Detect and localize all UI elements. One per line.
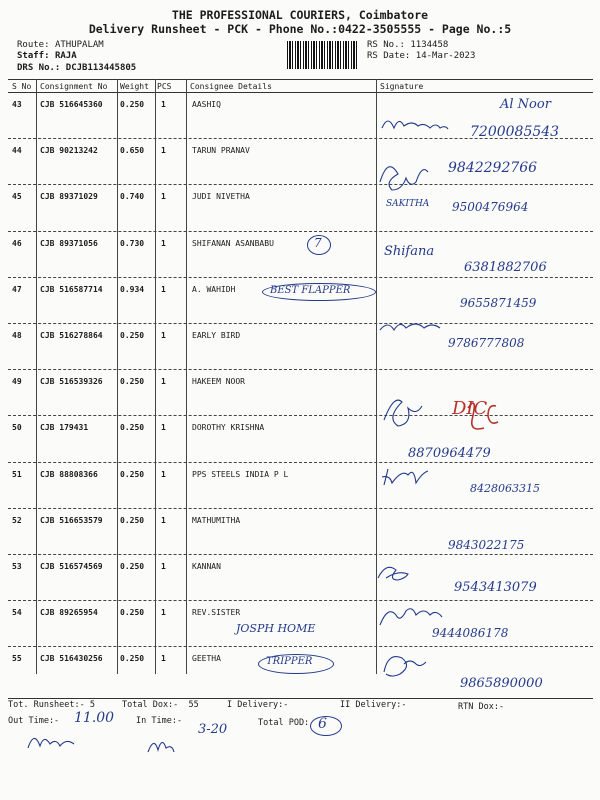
consignee-cell: EARLY BIRD: [192, 331, 241, 340]
out-time-label: Out Time:-: [8, 716, 60, 726]
phone-handwritten: 7200085543: [470, 124, 560, 140]
signature-text: Al Noor: [500, 97, 551, 112]
pcs-cell: 1: [161, 192, 166, 202]
consignment-cell: CJB 89371056: [40, 238, 98, 248]
weight-cell: 0.250: [120, 331, 145, 340]
i-delivery: I Delivery:-: [227, 700, 289, 710]
signature-scribble: [384, 657, 426, 676]
consignee-cell: AASHIQ: [192, 100, 221, 109]
weight-cell: 0.250: [120, 654, 145, 664]
signature-scribble: [382, 469, 428, 485]
total-pod-label: Total POD:: [258, 718, 310, 728]
consignee-cell: SHIFANAN ASANBABU: [192, 238, 274, 248]
red-ink-text: DIC: [452, 398, 488, 419]
sno-cell: 50: [12, 423, 22, 433]
consignee-cell: KANNAN: [192, 562, 221, 571]
tot-runsheet: Tot. Runsheet:- 5: [8, 700, 96, 710]
consignee-cell: MATHUMITHA: [192, 515, 241, 525]
signature-scribble: [384, 400, 422, 426]
signature-scribble: [380, 609, 442, 625]
note-text: JOSPH HOME: [236, 622, 316, 635]
total-pod-value: 6: [318, 716, 327, 732]
consignee-cell: HAKEEM NOOR: [192, 377, 245, 387]
pcs-cell: 1: [161, 654, 166, 664]
consignment-cell: CJB 516653579: [40, 515, 103, 525]
rs-no-line: RS No.: 1134458: [367, 40, 449, 50]
consignment-cell: CJB 516587714: [40, 284, 103, 294]
signature-scribble: [380, 324, 440, 330]
phone-handwritten: 9655871459: [460, 296, 537, 310]
consignment-cell: CJB 89265954: [40, 608, 98, 618]
weight-cell: 0.250: [120, 100, 145, 109]
consignee-cell: A. WAHIDH: [192, 284, 236, 294]
weight-cell: 0.250: [120, 423, 145, 433]
pcs-cell: 1: [161, 146, 166, 156]
phone-handwritten: 9842292766: [448, 160, 538, 176]
signature-scribble: [148, 742, 174, 752]
sno-cell: 49: [12, 377, 22, 387]
in-time-value: 3-20: [198, 722, 228, 737]
phone-handwritten: 9865890000: [460, 676, 543, 691]
drs-line: DRS No.: DCJB113445805: [17, 63, 137, 73]
pcs-cell: 1: [161, 562, 166, 571]
signature-scribble: [380, 167, 428, 190]
signature-text: Shifana: [384, 244, 435, 259]
sno-cell: 53: [12, 562, 22, 571]
weight-cell: 0.934: [120, 284, 145, 294]
phone-handwritten: 9543413079: [454, 580, 537, 595]
consignee-cell: DOROTHY KRISHNA: [192, 423, 265, 433]
pcs-cell: 1: [161, 331, 166, 340]
note-text: BEST FLAPPER: [270, 285, 351, 296]
weight-cell: 0.250: [120, 608, 145, 618]
consignment-cell: CJB 516574569: [40, 562, 103, 571]
weight-cell: 0.250: [120, 469, 145, 479]
out-time-value: 11.00: [74, 710, 115, 726]
consignee-cell: GEETHA: [192, 654, 221, 664]
sno-cell: 54: [12, 608, 22, 618]
consignment-cell: CJB 516539326: [40, 377, 103, 387]
pcs-cell: 1: [161, 238, 166, 248]
col-weight-header: Weight: [120, 82, 149, 91]
weight-cell: 0.250: [120, 562, 145, 571]
phone-handwritten: 9786777808: [448, 336, 525, 350]
pcs-cell: 1: [161, 423, 166, 433]
route-value: ATHUPALAM: [54, 40, 104, 50]
sno-cell: 52: [12, 515, 22, 525]
sno-cell: 45: [12, 192, 22, 202]
weight-cell: 0.250: [120, 377, 145, 387]
rs-date-value: 14-Mar-2023: [415, 51, 476, 61]
in-time-label: In Time:-: [136, 716, 183, 726]
consignment-cell: CJB 89371029: [40, 192, 98, 202]
total-dox: Total Dox:- 55: [122, 700, 199, 710]
route-line: Route: ATHUPALAM: [17, 40, 104, 50]
pcs-cell: 1: [161, 469, 166, 479]
col-pcs-header: PCS: [157, 82, 172, 91]
phone-handwritten: 8870964479: [408, 446, 491, 461]
signature-text: SAKITHA: [386, 199, 430, 209]
signature-scribble: [28, 738, 74, 748]
consignee-cell: TARUN PRANAV: [192, 146, 250, 156]
footer-rule: [8, 698, 593, 699]
runsheet-subtitle: Delivery Runsheet - PCK - Phone No.:0422-3505555 - Page No.:5: [88, 22, 512, 36]
consignee-cell: PPS STEELS INDIA P L: [192, 469, 289, 479]
pcs-cell: 1: [161, 515, 166, 525]
rtn-dox: RTN Dox:-: [458, 702, 505, 712]
weight-cell: 0.730: [120, 238, 145, 248]
consignment-cell: CJB 516278864: [40, 331, 103, 340]
pcs-cell: 1: [161, 284, 166, 294]
col-consignee-header: Consignee Details: [190, 82, 272, 91]
consignee-cell: JUDI NIVETHA: [192, 192, 250, 202]
rs-date-line: RS Date: 14-Mar-2023: [367, 51, 476, 61]
pcs-cell: 1: [161, 100, 166, 109]
company-title: THE PROFESSIONAL COURIERS, Coimbatore: [171, 8, 429, 22]
pcs-cell: 1: [161, 608, 166, 618]
consignment-cell: CJB 90213242: [40, 146, 98, 156]
phone-handwritten: 9444086178: [432, 626, 509, 640]
weight-cell: 0.650: [120, 146, 145, 156]
consignment-cell: CJB 88808366: [40, 469, 98, 479]
phone-handwritten: 9843022175: [448, 538, 525, 552]
weight-cell: 0.740: [120, 192, 145, 202]
rs-no-value: 1134458: [410, 40, 449, 50]
staff-line: Staff: RAJA: [17, 51, 77, 61]
sno-cell: 46: [12, 238, 22, 248]
consignment-cell: CJB 179431: [40, 423, 89, 433]
sno-cell: 44: [12, 146, 22, 156]
ii-delivery: II Delivery:-: [340, 700, 407, 710]
circled-note-text: 7: [314, 236, 322, 250]
sno-cell: 48: [12, 331, 22, 340]
pcs-cell: 1: [161, 377, 166, 387]
sno-cell: 43: [12, 100, 22, 109]
note-text: TRIPPER: [266, 656, 313, 667]
phone-handwritten: 8428063315: [470, 482, 540, 495]
col-signature-header: Signature: [380, 82, 424, 91]
weight-cell: 0.250: [120, 515, 145, 525]
consignment-cell: CJB 516430256: [40, 654, 103, 664]
sno-cell: 51: [12, 469, 22, 479]
phone-handwritten: 9500476964: [452, 200, 529, 214]
sno-cell: 47: [12, 284, 22, 294]
drs-value: DCJB113445805: [65, 63, 137, 73]
consignee-cell: REV.SISTER: [192, 608, 241, 618]
col-sno-header: S No: [12, 82, 32, 91]
signature-scribble: [382, 121, 448, 129]
consignment-cell: CJB 516645360: [40, 100, 103, 109]
signature-scribble: [378, 567, 408, 580]
sno-cell: 55: [12, 654, 22, 664]
col-consignment-header: Consignment No: [40, 82, 108, 91]
phone-handwritten: 6381882706: [464, 260, 547, 275]
staff-value: RAJA: [54, 51, 77, 61]
